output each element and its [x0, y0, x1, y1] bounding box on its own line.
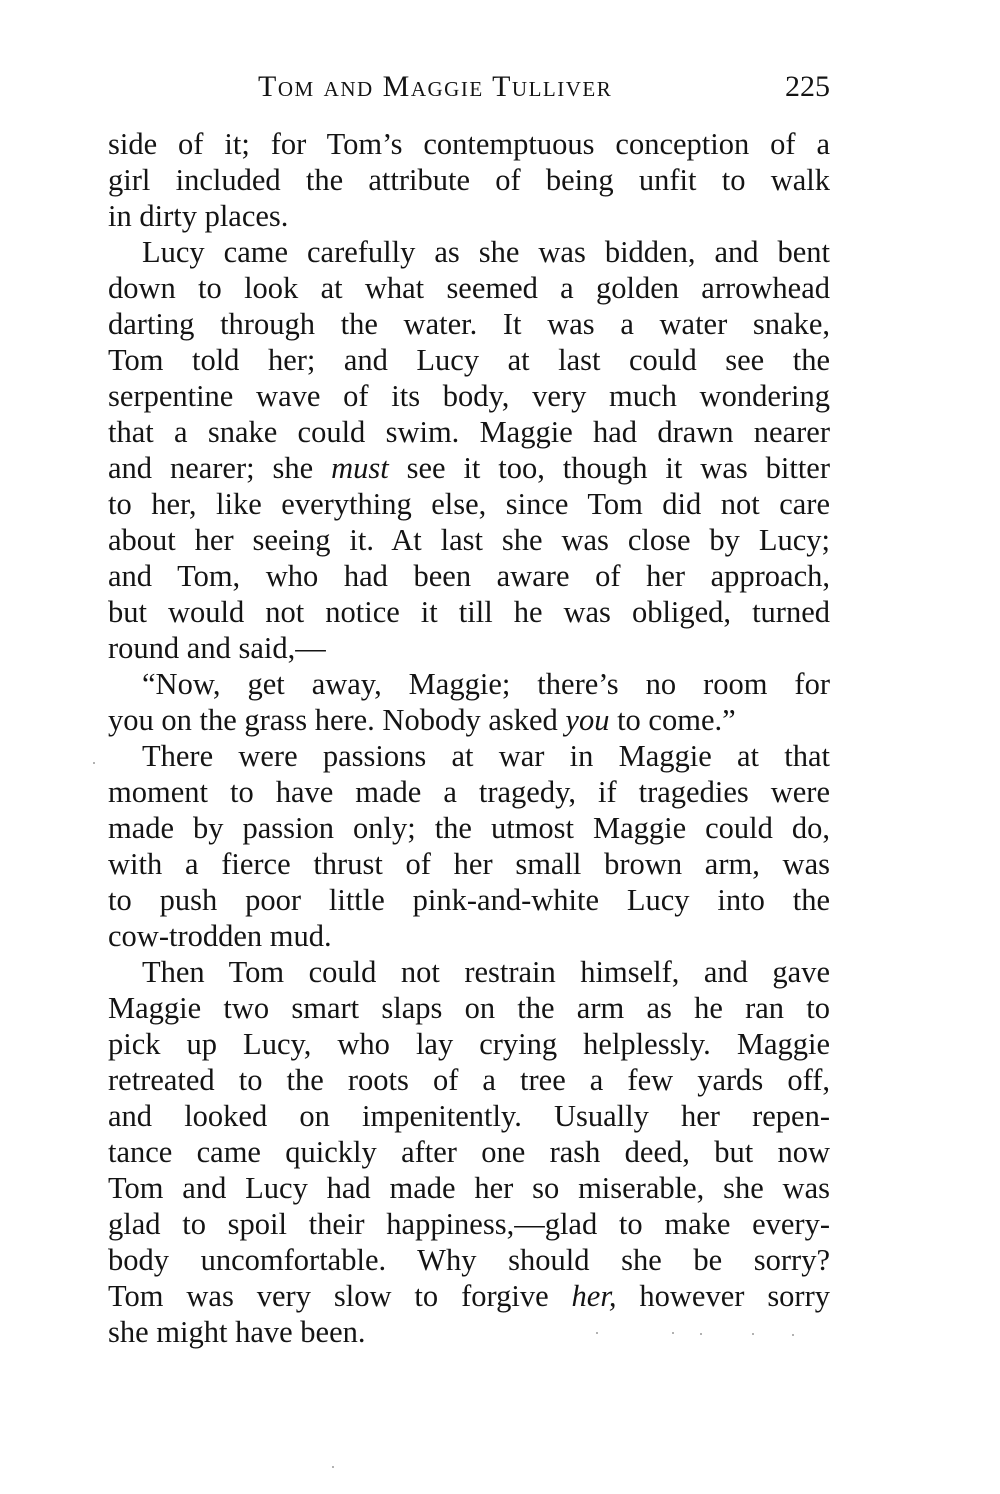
text-run: to come.”: [609, 703, 736, 737]
print-speck: [792, 1334, 794, 1336]
text-line: “Now, get away, Maggie; there’s no room for: [142, 667, 830, 701]
text-line: made by passion only; the utmost Maggie could do,: [108, 811, 830, 845]
running-title: Tom and Maggie Tulliver: [258, 70, 613, 103]
print-speck: [332, 1466, 334, 1468]
paragraph: [108, 738, 830, 954]
print-speck: [752, 1333, 754, 1335]
emphasis-text: her,: [571, 1279, 617, 1313]
text-line: girl included the attribute of being unfit to walk: [108, 163, 830, 197]
text-line: cow-trodden mud.: [108, 919, 332, 953]
text-line: Maggie two smart slaps on the arm as he ran to: [108, 991, 830, 1025]
body-text: [108, 126, 830, 1350]
text-line: [108, 1278, 830, 1314]
paragraph: [108, 126, 830, 234]
text-run: you on the grass here. Nobody asked: [108, 703, 566, 737]
text-line: side of it; for Tom’s contemptuous conception of a: [108, 127, 830, 161]
paragraph: [108, 666, 830, 738]
page-number: 225: [785, 70, 830, 103]
emphasis-text: you: [565, 703, 610, 737]
text-line: down to look at what seemed a golden arrowhead: [108, 271, 830, 305]
text-line: in dirty places.: [108, 199, 289, 233]
text-line: darting through the water. It was a water snake,: [108, 307, 830, 341]
text-line: and Tom, who had been aware of her approach,: [108, 559, 830, 593]
print-speck: [672, 1332, 674, 1334]
text-line: with a fierce thrust of her small brown arm, was: [108, 847, 830, 881]
text-run: see it too, though it was bitter: [388, 451, 830, 485]
text-line: body uncomfortable. Why should she be sorry?: [108, 1243, 830, 1277]
text-line: Lucy came carefully as she was bidden, and bent: [142, 235, 830, 269]
text-line: pick up Lucy, who lay crying helplessly. Maggie: [108, 1027, 830, 1061]
text-line: round and said,—: [108, 631, 326, 665]
text-line: moment to have made a tragedy, if tragedies were: [108, 775, 830, 809]
text-line: about her seeing it. At last she was close by Lucy;: [108, 523, 830, 557]
paragraph: [108, 954, 830, 1350]
text-run: Tom was very slow to forgive: [108, 1279, 572, 1313]
text-run: and nearer; she: [108, 451, 332, 485]
running-head: [108, 70, 830, 110]
text-run: however sorry: [616, 1279, 830, 1313]
print-speck: [93, 762, 95, 764]
print-speck: [700, 1333, 702, 1335]
emphasis-text: must: [331, 451, 389, 485]
text-line: serpentine wave of its body, very much wondering: [108, 379, 830, 413]
text-line: Tom told her; and Lucy at last could see the: [108, 343, 830, 377]
paragraph: [108, 234, 830, 666]
text-line: tance came quickly after one rash deed, but now: [108, 1135, 830, 1169]
text-line: that a snake could swim. Maggie had drawn nearer: [108, 415, 830, 449]
text-line: and looked on impenitently. Usually her repen-: [108, 1099, 830, 1133]
text-line: but would not notice it till he was obliged, turned: [108, 595, 830, 629]
text-line: Tom and Lucy had made her so miserable, she was: [108, 1171, 830, 1205]
text-line: to her, like everything else, since Tom did not care: [108, 487, 830, 521]
text-line: retreated to the roots of a tree a few yards off,: [108, 1063, 830, 1097]
text-line: [108, 450, 830, 486]
print-speck: [596, 1332, 598, 1334]
text-line: There were passions at war in Maggie at that: [142, 739, 830, 773]
text-line: glad to spoil their happiness,—glad to make every-: [108, 1207, 830, 1241]
text-line: [108, 702, 830, 738]
text-line: to push poor little pink-and-white Lucy into the: [108, 883, 830, 917]
text-line: Then Tom could not restrain himself, and gave: [142, 955, 830, 989]
text-line: she might have been.: [108, 1315, 366, 1349]
